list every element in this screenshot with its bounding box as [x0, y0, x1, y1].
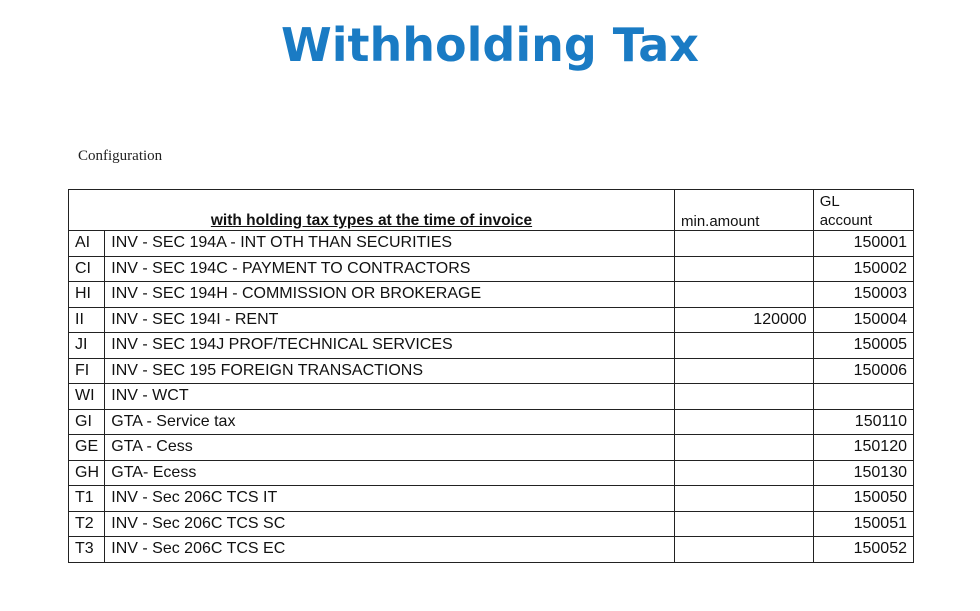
table-row [69, 333, 914, 359]
tax-code-cell: CI [69, 256, 105, 282]
min-amount-cell [675, 384, 814, 410]
min-amount-cell [675, 537, 814, 563]
min-amount-cell [675, 409, 814, 435]
tax-code-cell: AI [69, 231, 105, 257]
tax-description-cell: INV - Sec 206C TCS SC [105, 511, 675, 537]
tax-code-cell: II [69, 307, 105, 333]
tax-code-cell: GE [69, 435, 105, 461]
gl-account-cell: 150110 [813, 409, 913, 435]
tax-description-cell: INV - SEC 195 FOREIGN TRANSACTIONS [105, 358, 675, 384]
tax-code-cell: GI [69, 409, 105, 435]
header-gl-line2: account [819, 212, 873, 229]
min-amount-cell [675, 435, 814, 461]
min-amount-cell [675, 333, 814, 359]
tax-description-cell: GTA - Service tax [105, 409, 675, 435]
min-amount-cell [675, 511, 814, 537]
tax-description-cell: INV - Sec 206C TCS IT [105, 486, 675, 512]
gl-account-cell [813, 384, 913, 410]
tax-code-cell: WI [69, 384, 105, 410]
gl-account-cell: 150130 [813, 460, 913, 486]
table-row [69, 460, 914, 486]
tax-description-cell: INV - SEC 194I - RENT [105, 307, 675, 333]
gl-account-cell: 150050 [813, 486, 913, 512]
table-row [69, 409, 914, 435]
tax-code-cell: HI [69, 282, 105, 308]
min-amount-cell [675, 358, 814, 384]
gl-account-cell: 150006 [813, 358, 913, 384]
tax-description-cell: INV - SEC 194C - PAYMENT TO CONTRACTORS [105, 256, 675, 282]
table-row [69, 282, 914, 308]
table-row [69, 256, 914, 282]
gl-account-cell: 150002 [813, 256, 913, 282]
gl-account-cell: 150051 [813, 511, 913, 537]
table-row [69, 511, 914, 537]
table-row [69, 486, 914, 512]
withholding-tax-table [68, 189, 914, 563]
table-row [69, 537, 914, 563]
tax-code-cell: JI [69, 333, 105, 359]
header-gl-line1: GL [819, 193, 840, 210]
gl-account-cell: 150052 [813, 537, 913, 563]
table-row [69, 358, 914, 384]
table-row [69, 384, 914, 410]
section-label: Configuration [78, 148, 163, 164]
min-amount-cell: 120000 [675, 307, 814, 333]
table-body [69, 231, 914, 563]
min-amount-cell [675, 460, 814, 486]
gl-account-cell: 150005 [813, 333, 913, 359]
header-gl-account [813, 190, 913, 231]
table-row [69, 307, 914, 333]
tax-code-cell: T3 [69, 537, 105, 563]
tax-description-cell: INV - SEC 194J PROF/TECHNICAL SERVICES [105, 333, 675, 359]
tax-description-cell: GTA- Ecess [105, 460, 675, 486]
tax-code-cell: T2 [69, 511, 105, 537]
gl-account-cell: 150001 [813, 231, 913, 257]
tax-code-cell: FI [69, 358, 105, 384]
tax-description-cell: INV - WCT [105, 384, 675, 410]
header-description: with holding tax types at the time of invoice [69, 190, 675, 231]
min-amount-cell [675, 282, 814, 308]
table-row [69, 231, 914, 257]
min-amount-cell [675, 256, 814, 282]
min-amount-cell [675, 486, 814, 512]
gl-account-cell: 150003 [813, 282, 913, 308]
header-min-amount: min.amount [675, 190, 814, 231]
tax-code-cell: T1 [69, 486, 105, 512]
tax-description-cell: GTA - Cess [105, 435, 675, 461]
tax-description-cell: INV - Sec 206C TCS EC [105, 537, 675, 563]
min-amount-cell [675, 231, 814, 257]
gl-account-cell: 150004 [813, 307, 913, 333]
tax-description-cell: INV - SEC 194H - COMMISSION OR BROKERAGE [105, 282, 675, 308]
slide-title: Withholding Tax [281, 18, 699, 72]
gl-account-cell: 150120 [813, 435, 913, 461]
tax-code-cell: GH [69, 460, 105, 486]
table-row [69, 435, 914, 461]
table-header-row [69, 190, 914, 231]
tax-description-cell: INV - SEC 194A - INT OTH THAN SECURITIES [105, 231, 675, 257]
